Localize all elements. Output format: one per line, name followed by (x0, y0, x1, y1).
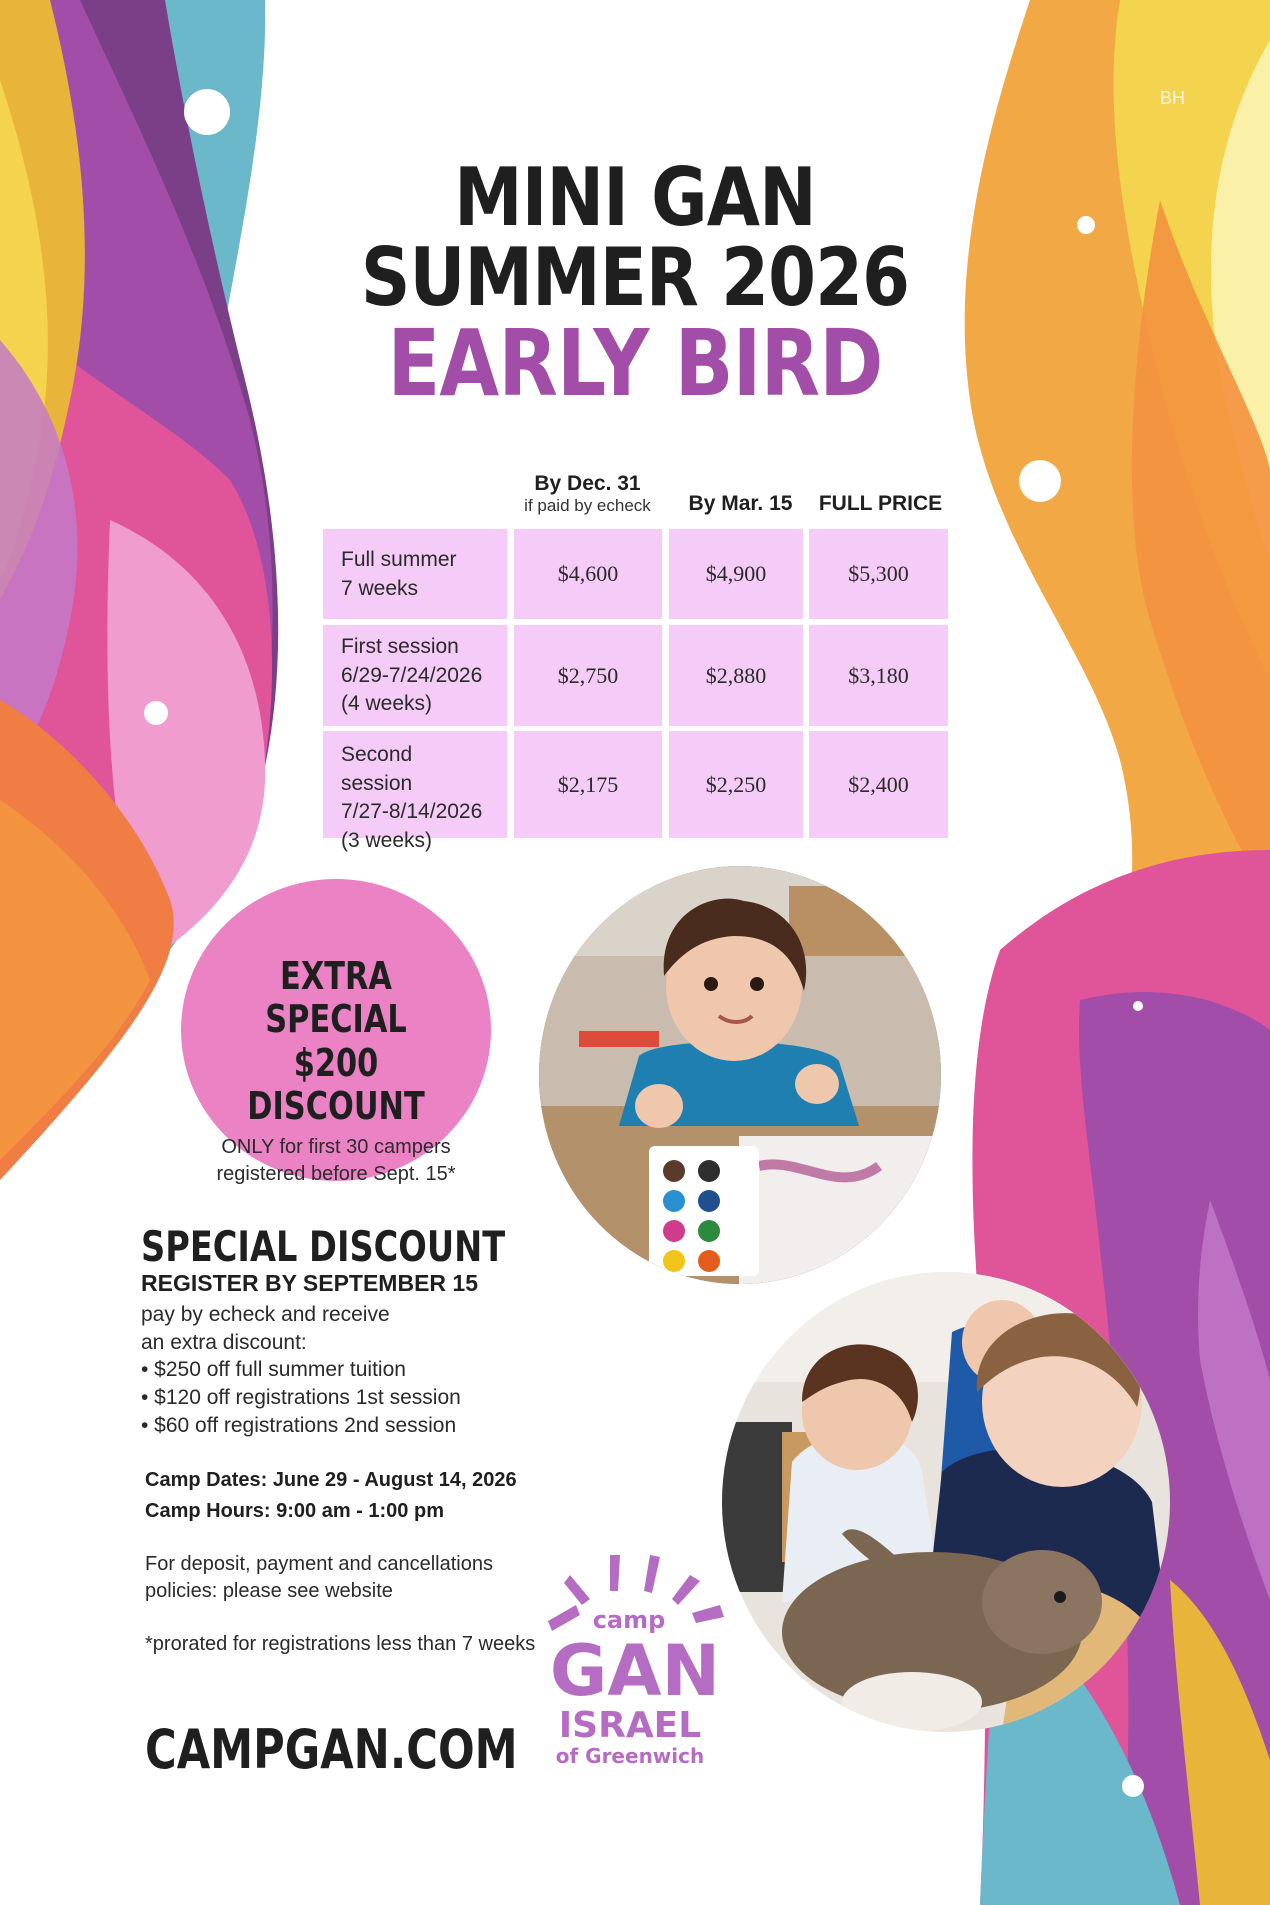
price-cell: $5,300 (809, 529, 948, 619)
price-cell: $4,900 (669, 529, 803, 619)
column-header-sub: if paid by echeck (524, 496, 651, 516)
column-header-dec31 (510, 472, 665, 516)
website-url[interactable]: CAMPGAN.COM (145, 1718, 518, 1781)
policy-line-1: For deposit, payment and cancellations (145, 1553, 493, 1575)
extra-discount-badge (181, 879, 491, 1186)
column-header-mar15 (668, 492, 813, 516)
badge-line-1: EXTRA SPECIAL (265, 954, 407, 1042)
photo-child-painting (539, 866, 941, 1284)
policy-line-2: policies: please see website (145, 1580, 393, 1602)
special-discount-details (141, 1301, 461, 1440)
photo-kids-with-bunny (722, 1272, 1170, 1732)
badge-line-2: $200 DISCOUNT (247, 1040, 425, 1128)
title-line-1: MINI GAN (454, 151, 816, 244)
title-line-3: EARLY BIRD (387, 310, 883, 417)
row-label-second-session: Second session 7/27-8/14/2026 (3 weeks) (323, 731, 507, 838)
price-cell: $2,175 (514, 731, 662, 838)
badge-line-3: ONLY for first 30 campers registered before Sept. 15* (216, 1136, 456, 1186)
corner-mark: BH (1160, 88, 1186, 108)
column-header-label: By Dec. 31 (534, 472, 641, 495)
row-label-full-summer: Full summer 7 weeks (323, 529, 507, 619)
discount-line: pay by echeck and receive (141, 1303, 390, 1326)
camp-dates: Camp Dates: June 29 - August 14, 2026 (145, 1469, 517, 1491)
price-cell: $2,400 (809, 731, 948, 838)
title-line-2: SUMMER 2026 (360, 231, 910, 324)
column-header-label: FULL PRICE (818, 492, 943, 515)
price-cell: $4,600 (514, 529, 662, 619)
row-label-first-session: First session 6/29-7/24/2026 (4 weeks) (323, 625, 507, 726)
special-discount-subheading: REGISTER BY SEPTEMBER 15 (141, 1270, 478, 1296)
price-cell: $2,880 (669, 625, 803, 726)
discount-line: • $250 off full summer tuition (141, 1358, 406, 1382)
column-header-label: By Mar. 15 (688, 492, 793, 515)
discount-line: • $120 off registrations 1st session (141, 1386, 461, 1410)
price-cell: $2,250 (669, 731, 803, 838)
price-cell: $2,750 (514, 625, 662, 726)
discount-line: • $60 off registrations 2nd session (141, 1413, 457, 1437)
special-discount-heading: SPECIAL DISCOUNT (141, 1222, 506, 1271)
logo-israel: ISRAEL (558, 1705, 702, 1746)
discount-line: an extra discount: (141, 1330, 307, 1354)
footnote: *prorated for registrations less than 7 weeks (145, 1633, 536, 1655)
camp-hours: Camp Hours: 9:00 am - 1:00 pm (145, 1500, 444, 1522)
column-header-full-price (808, 492, 953, 516)
logo-greenwich: of Greenwich (555, 1744, 705, 1768)
logo-gan: GAN (549, 1630, 721, 1712)
price-cell: $3,180 (809, 625, 948, 726)
logo-camp: camp (592, 1606, 666, 1634)
